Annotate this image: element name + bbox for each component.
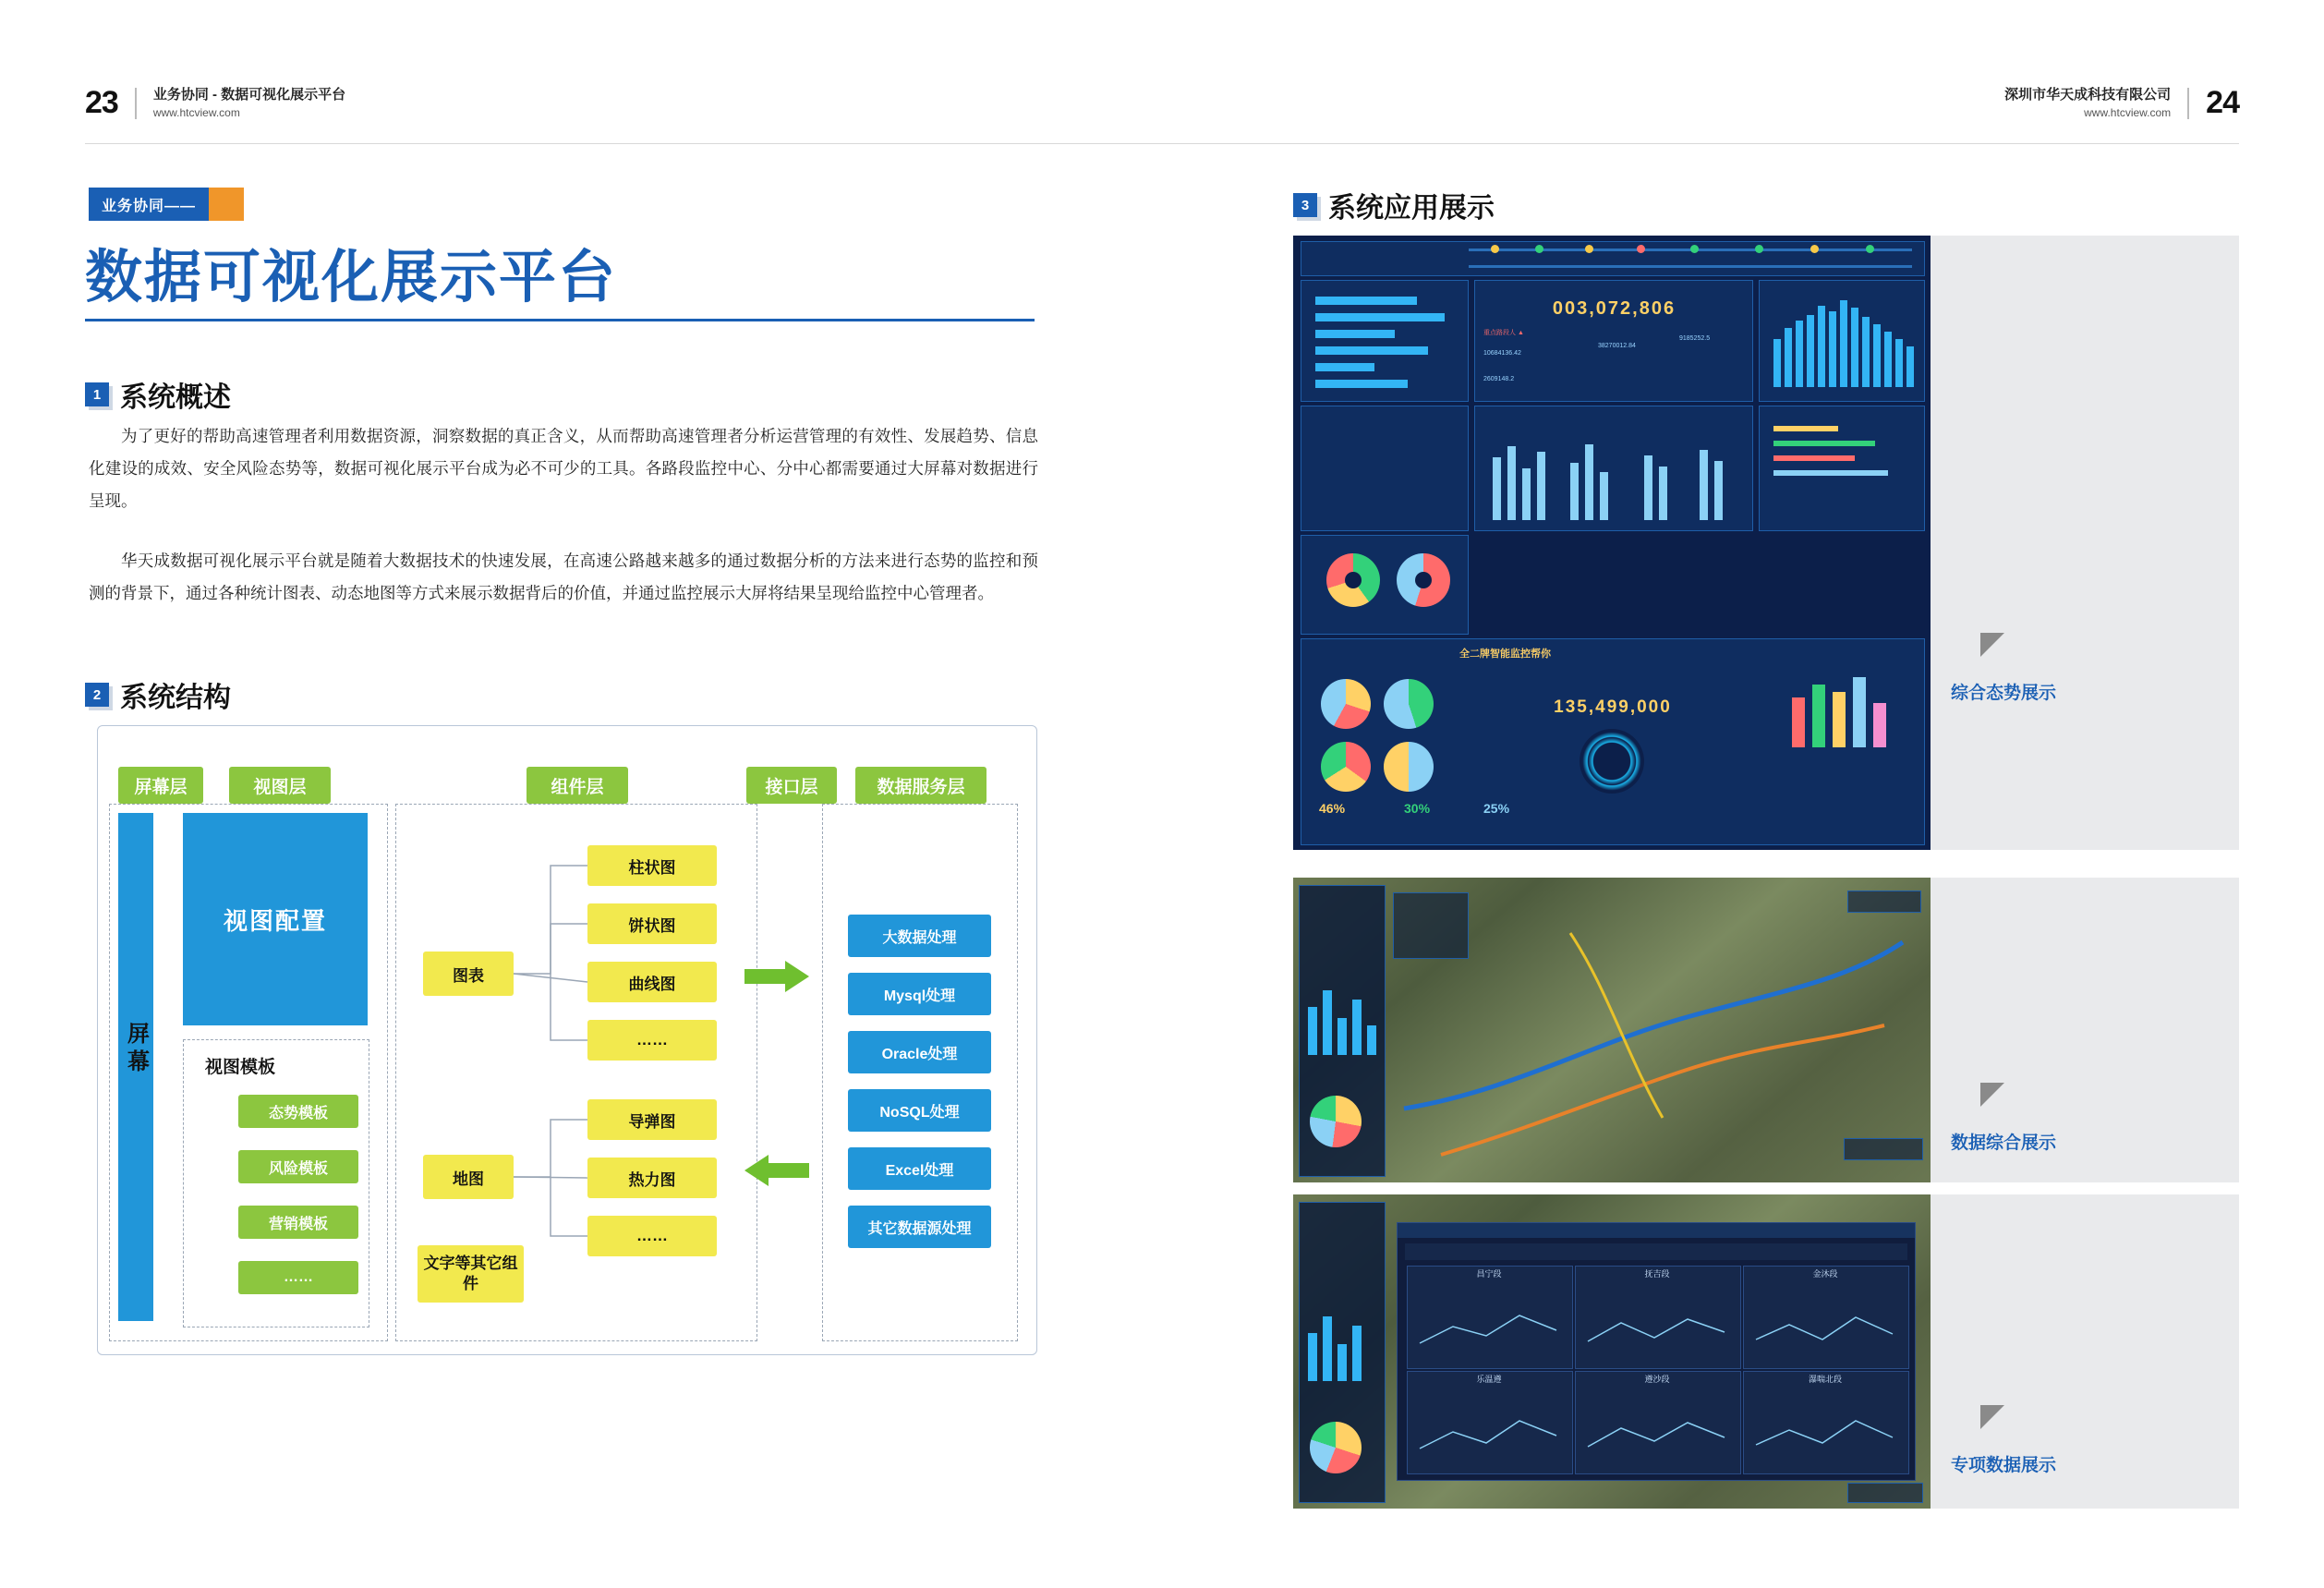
diagram-column-label-data-service: 数据服务层 <box>855 767 986 804</box>
header-left-url: www.htcview.com <box>152 105 240 119</box>
header-right-url: www.htcview.com <box>2084 105 2172 119</box>
arrow-right-icon <box>744 961 809 992</box>
section-badge-1: 1 <box>85 382 109 406</box>
dashboard-stat-4: 2609148.2 <box>1483 376 1515 382</box>
data-service-3: Oracle处理 <box>848 1031 991 1073</box>
section-title-1: 系统概述 <box>120 382 231 413</box>
dashboard-big-number-top: 003,072,806 <box>1552 298 1676 319</box>
view-template-1: 态势模板 <box>238 1095 358 1128</box>
map-overview-image[interactable] <box>1293 878 1931 1182</box>
special-data-image[interactable] <box>1293 1194 1931 1509</box>
section-badge-2: 2 <box>85 683 109 707</box>
view-template-3: 营销模板 <box>238 1206 358 1239</box>
component-group-chart: 图表 <box>423 952 514 996</box>
sub-panel-title-5: 遵沙段 <box>1644 1375 1670 1384</box>
data-service-6: 其它数据源处理 <box>848 1206 991 1248</box>
section-structure-heading <box>85 674 231 715</box>
view-template-2: 风险模板 <box>238 1150 358 1183</box>
header-rule <box>85 143 2239 144</box>
data-service-1: 大数据处理 <box>848 915 991 957</box>
category-tag-accent <box>209 188 244 221</box>
view-config-block: 视图配置 <box>183 813 368 1025</box>
header-divider-right <box>2187 88 2189 119</box>
sub-panel-title-1: 昌宁段 <box>1476 1269 1502 1279</box>
screen-label: 屏幕 <box>127 1022 150 1074</box>
header-right <box>2004 85 2239 121</box>
sub-panel-title-2: 抚吉段 <box>1644 1269 1670 1279</box>
category-tag-label: 业务协同—— <box>89 188 209 221</box>
header-right-company: 深圳市华天成科技有限公司 <box>2004 87 2172 103</box>
screenshot-card-3 <box>1293 1194 2239 1509</box>
section-title-2: 系统结构 <box>120 683 231 713</box>
component-chart-item-3: 曲线图 <box>587 962 717 1002</box>
component-map-item-2: 热力图 <box>587 1158 717 1198</box>
section-application-heading <box>1293 185 1495 225</box>
corner-triangle-3 <box>1980 1405 2004 1429</box>
header-divider <box>135 88 137 119</box>
component-map-item-3: …… <box>587 1216 717 1256</box>
component-group-map: 地图 <box>423 1155 514 1199</box>
dashboard-kpi-2: 30% <box>1404 801 1431 816</box>
arrow-left-icon <box>744 1155 809 1186</box>
sub-panel-title-4: 乐温遵 <box>1476 1375 1502 1384</box>
component-other: 文字等其它组件 <box>418 1245 524 1303</box>
corner-triangle-2 <box>1980 1083 2004 1107</box>
diagram-column-label-component: 组件层 <box>527 767 628 804</box>
data-service-5: Excel处理 <box>848 1147 991 1190</box>
component-chart-item-4: …… <box>587 1020 717 1061</box>
sub-panel-title-3: 金沐段 <box>1812 1269 1838 1279</box>
data-service-4: NoSQL处理 <box>848 1089 991 1132</box>
header-left <box>85 85 345 121</box>
component-map-item-1: 导弹图 <box>587 1099 717 1140</box>
header-left-title: 业务协同 - 数据可视化展示平台 <box>152 87 346 103</box>
dashboard-stat-3: 9185252.5 <box>1679 335 1711 342</box>
page-title: 数据可视化展示平台 <box>85 246 618 309</box>
screenshot-card-1 <box>1293 236 2239 850</box>
overview-paragraph-2: 华天成数据可视化展示平台就是随着大数据技术的快速发展，在高速公路越来越多的通过数据分析的方法来进行态势的监控和预测的背景下，通过各种统计图表、动态地图等方式来展示数据背后的价值，并通过监控展示大屏将结果呈现给监控中心管理者。 <box>89 552 1038 602</box>
dashboard-overview-image[interactable]: 003,072,806 重点路段人 ▲ 10684136.42 38270012.84 9185252.5 2609148.2 全二牌智能监控帮你 135,499,000 46% 30% 25% <box>1293 236 1931 850</box>
component-chart-item-2: 饼状图 <box>587 903 717 944</box>
dashboard-stat-2: 38270012.84 <box>1598 343 1636 349</box>
view-template-4: …… <box>238 1261 358 1294</box>
diagram-column-label-interface: 接口层 <box>746 767 837 804</box>
section-overview-heading <box>85 374 231 415</box>
screenshot-caption-3: 专项数据展示 <box>1951 1456 2057 1475</box>
screenshot-card-2 <box>1293 878 2239 1182</box>
dashboard-stat-1: 10684136.42 <box>1483 350 1521 357</box>
sub-panel-title-6: 瀑喘北段 <box>1808 1375 1842 1384</box>
dashboard-big-number-bottom: 135,499,000 <box>1554 697 1672 717</box>
left-page-number: 23 <box>85 85 118 120</box>
data-service-2: Mysql处理 <box>848 973 991 1015</box>
section-title-3: 系统应用展示 <box>1328 193 1495 224</box>
dashboard-kpi-1: 46% <box>1319 801 1346 816</box>
title-rule <box>85 319 1035 321</box>
overview-paragraph-1: 为了更好的帮助高速管理者利用数据资源，洞察数据的真正含义，从而帮助高速管理者分析运营管理的有效性、发展趋势、信息化建设的成效、安全风险态势等，数据可视化展示平台成为必不可少的工具。各路段监控中心、分中心都需要通过大屏幕对数据进行呈现。 <box>89 427 1038 510</box>
screenshot-caption-2: 数据综合展示 <box>1951 1133 2057 1153</box>
category-tag <box>89 188 244 221</box>
diagram-column-label-screen: 屏幕层 <box>118 767 203 804</box>
section-badge-3: 3 <box>1293 193 1317 217</box>
diagram-column-label-view: 视图层 <box>229 767 331 804</box>
component-chart-item-1: 柱状图 <box>587 845 717 886</box>
dashboard-kpi-3: 25% <box>1483 801 1510 816</box>
view-template-title: 视图模板 <box>205 1058 276 1077</box>
screenshot-caption-1: 综合态势展示 <box>1951 684 2057 703</box>
corner-triangle-1 <box>1980 633 2004 657</box>
right-page-number: 24 <box>2206 85 2239 120</box>
